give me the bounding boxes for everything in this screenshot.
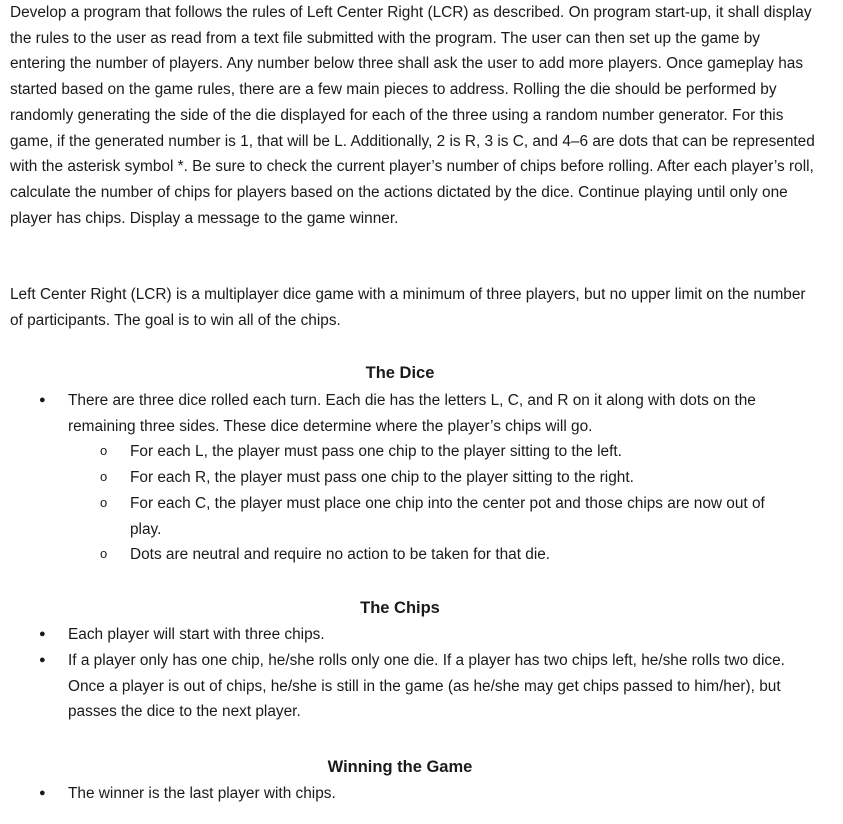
lcr-description: Left Center Right (LCR) is a multiplayer dice game with a minimum of three players, but no upper limit on the number of participants. The goal is to win all of the chips. xyxy=(10,286,806,329)
chips-bullet: ● If a player only has one chip, he/she rolls only one die. If a player has two chips left, he/she rolls two dice. Once a player is out of chips, he/she is still in the game (as he/she may get chips passed to him/her), but passes the dice to the next player. xyxy=(68,648,808,725)
winning-bullet: ● The winner is the last player with chips. xyxy=(68,781,808,807)
chips-bullet: ● Each player will start with three chips. xyxy=(68,622,808,648)
dice-sub-item: o For each L, the player must pass one chip to the player sitting to the left. xyxy=(130,439,800,465)
dice-sub-item: o For each C, the player must place one chip into the center pot and those chips are now out of play. xyxy=(130,491,800,542)
dice-bullet: ● There are three dice rolled each turn. Each die has the letters L, C, and R on it along with dots on the remaining three sides. These dice determine where the player’s chips will go. xyxy=(68,388,808,439)
dice-sub-item: o For each R, the player must pass one chip to the player sitting to the right. xyxy=(130,465,800,491)
dice-sub-item: o Dots are neutral and require no action to be taken for that die. xyxy=(130,542,800,568)
dice-heading: The Dice xyxy=(365,364,435,382)
chips-heading: The Chips xyxy=(360,599,440,617)
intro-paragraph: Develop a program that follows the rules of Left Center Right (LCR) as described. On program start-up, it shall display the rules to the user as read from a text file submitted with the program. The user can then set up the game by entering the number of players. Any number below three shall ask the user to add more players. Once gameplay has started based on the game rules, there are a few main pieces to address. Rolling the die should be performed by randomly generating the side of the die displayed for each of the three using a random number generator. For this game, if the generated number is 1, that will be L. Additionally, 2 is R, 3 is C, and 4–6 are dots that can be represented with the asterisk symbol *. Be sure to check the current player’s number of chips before rolling. After each player’s roll, calculate the number of chips for players based on the actions dictated by the dice. Continue playing until only one player has chips. Display a message to the game winner. xyxy=(10,4,815,227)
winning-heading: Winning the Game xyxy=(327,758,473,776)
